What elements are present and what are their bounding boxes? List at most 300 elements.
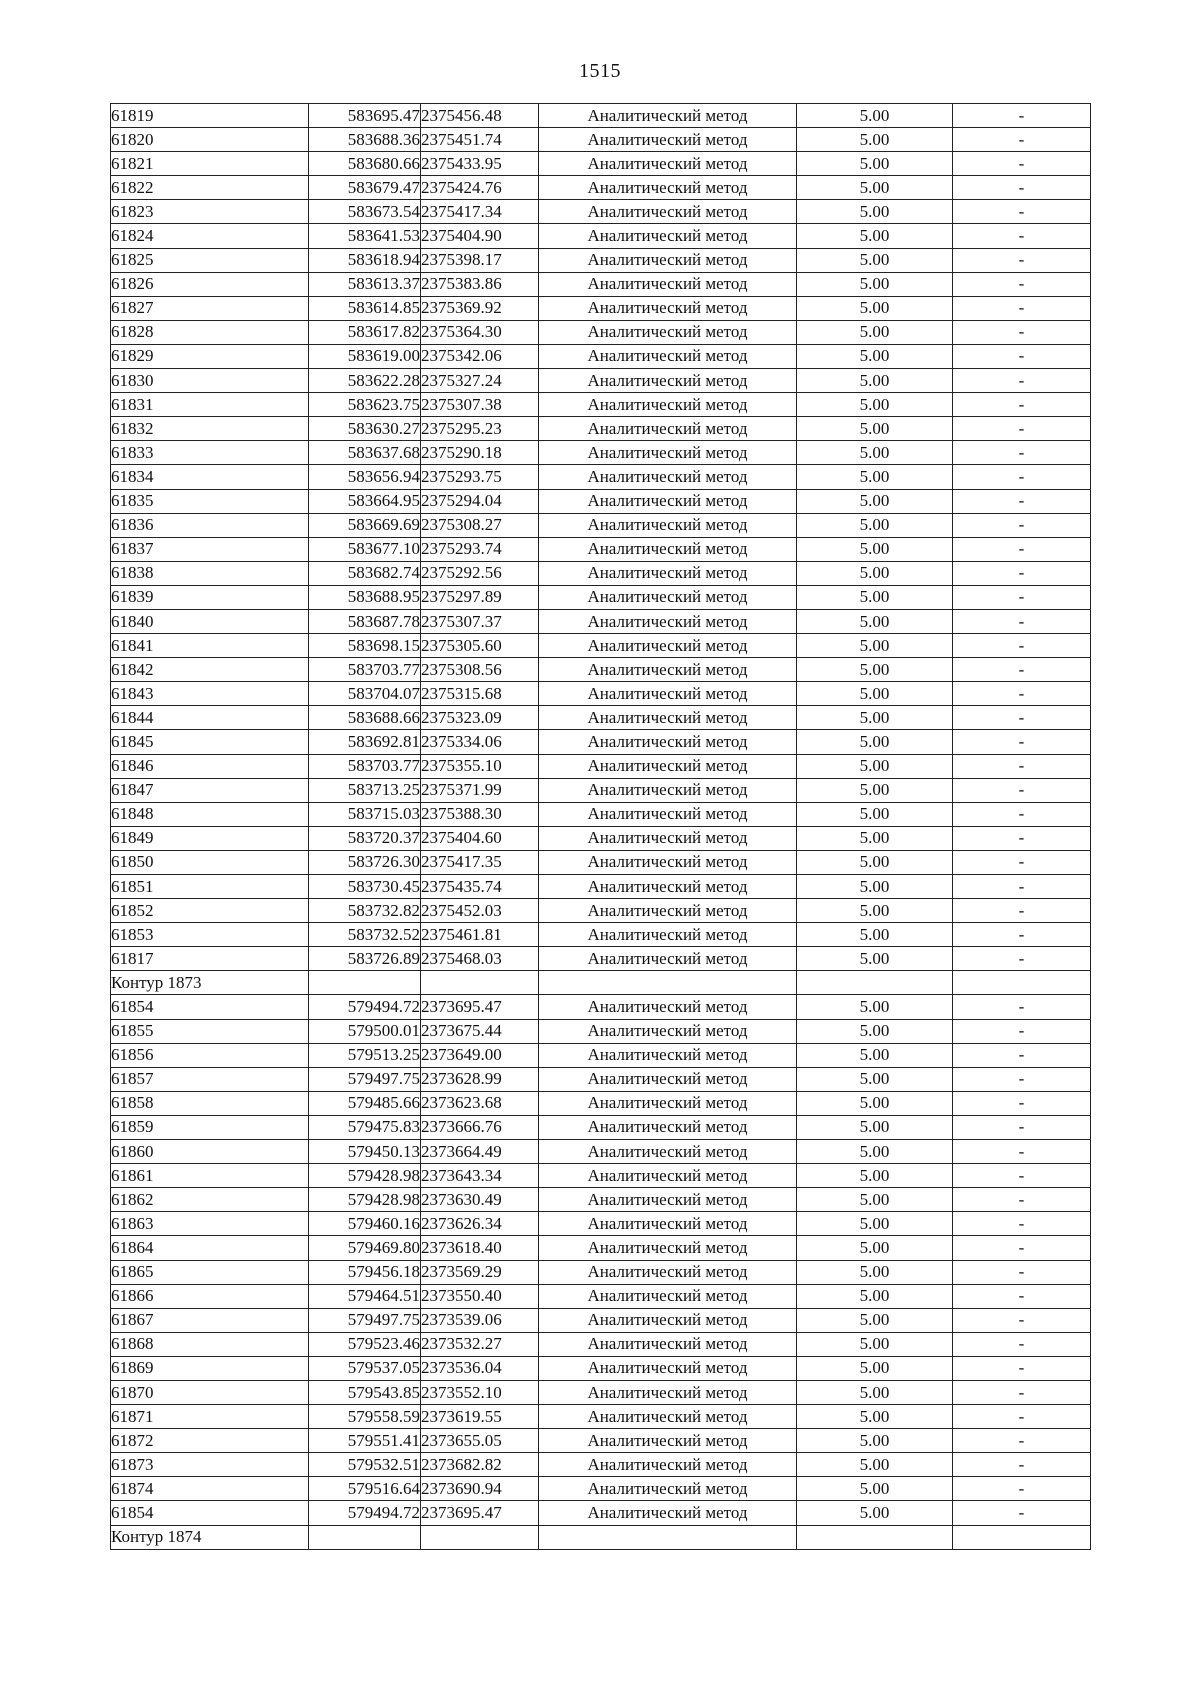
x-coordinate-cell: 579497.75: [309, 1067, 421, 1091]
method-cell: Аналитический метод: [539, 1308, 797, 1332]
table-row: [111, 730, 1091, 754]
point-number-cell: 61835: [111, 489, 309, 513]
note-cell: -: [953, 706, 1091, 730]
y-coordinate-cell: 2375369.92: [421, 296, 539, 320]
method-cell: Аналитический метод: [539, 995, 797, 1019]
table-row: [111, 850, 1091, 874]
method-cell: Аналитический метод: [539, 176, 797, 200]
section-label: Контур 1873: [111, 971, 309, 995]
accuracy-cell: 5.00: [797, 1260, 953, 1284]
method-cell: Аналитический метод: [539, 1212, 797, 1236]
accuracy-cell: 5.00: [797, 417, 953, 441]
x-coordinate-cell: 579494.72: [309, 995, 421, 1019]
note-cell: -: [953, 754, 1091, 778]
y-coordinate-cell: 2373618.40: [421, 1236, 539, 1260]
x-coordinate-cell: 583641.53: [309, 224, 421, 248]
y-coordinate-cell: 2375294.04: [421, 489, 539, 513]
y-coordinate-cell: 2373628.99: [421, 1067, 539, 1091]
y-coordinate-cell: 2375417.35: [421, 850, 539, 874]
x-coordinate-cell: 579450.13: [309, 1140, 421, 1164]
point-number-cell: 61827: [111, 296, 309, 320]
x-coordinate-cell: 583732.82: [309, 899, 421, 923]
note-cell: -: [953, 802, 1091, 826]
table-row: [111, 1501, 1091, 1525]
table-row: [111, 465, 1091, 489]
table-row: [111, 128, 1091, 152]
y-coordinate-cell: 2375293.74: [421, 537, 539, 561]
table-row: [111, 658, 1091, 682]
point-number-cell: 61836: [111, 513, 309, 537]
table-row: [111, 320, 1091, 344]
point-number-cell: 61871: [111, 1405, 309, 1429]
x-coordinate-cell: 579537.05: [309, 1356, 421, 1380]
method-cell: Аналитический метод: [539, 537, 797, 561]
note-cell: -: [953, 320, 1091, 344]
x-coordinate-cell: 583720.37: [309, 826, 421, 850]
note-cell: -: [953, 1380, 1091, 1404]
accuracy-cell: 5.00: [797, 634, 953, 658]
method-cell: Аналитический метод: [539, 1091, 797, 1115]
table-row: [111, 1332, 1091, 1356]
table-row: [111, 561, 1091, 585]
note-cell: -: [953, 296, 1091, 320]
y-coordinate-cell: 2373682.82: [421, 1453, 539, 1477]
method-cell: Аналитический метод: [539, 1115, 797, 1139]
method-cell: Аналитический метод: [539, 1356, 797, 1380]
method-cell: Аналитический метод: [539, 152, 797, 176]
table-row: [111, 1405, 1091, 1429]
section-row: [111, 1525, 1091, 1549]
x-coordinate-cell: 583637.68: [309, 441, 421, 465]
point-number-cell: 61839: [111, 585, 309, 609]
point-number-cell: 61874: [111, 1477, 309, 1501]
y-coordinate-cell: 2375404.60: [421, 826, 539, 850]
note-cell: -: [953, 417, 1091, 441]
accuracy-cell: 5.00: [797, 682, 953, 706]
point-number-cell: 61872: [111, 1429, 309, 1453]
table-row: [111, 1380, 1091, 1404]
table-row: [111, 248, 1091, 272]
accuracy-cell: 5.00: [797, 1115, 953, 1139]
table-row: [111, 778, 1091, 802]
x-coordinate-cell: 583695.47: [309, 104, 421, 128]
empty-cell: [309, 971, 421, 995]
method-cell: Аналитический метод: [539, 1188, 797, 1212]
method-cell: Аналитический метод: [539, 899, 797, 923]
note-cell: -: [953, 176, 1091, 200]
point-number-cell: 61819: [111, 104, 309, 128]
note-cell: -: [953, 465, 1091, 489]
point-number-cell: 61852: [111, 899, 309, 923]
x-coordinate-cell: 583679.47: [309, 176, 421, 200]
x-coordinate-cell: 583673.54: [309, 200, 421, 224]
y-coordinate-cell: 2373623.68: [421, 1091, 539, 1115]
accuracy-cell: 5.00: [797, 1019, 953, 1043]
point-number-cell: 61866: [111, 1284, 309, 1308]
x-coordinate-cell: 579516.64: [309, 1477, 421, 1501]
table-row: [111, 609, 1091, 633]
y-coordinate-cell: 2373630.49: [421, 1188, 539, 1212]
method-cell: Аналитический метод: [539, 1043, 797, 1067]
point-number-cell: 61825: [111, 248, 309, 272]
point-number-cell: 61830: [111, 369, 309, 393]
accuracy-cell: 5.00: [797, 393, 953, 417]
table-row: [111, 1453, 1091, 1477]
table-row: [111, 634, 1091, 658]
note-cell: -: [953, 1453, 1091, 1477]
note-cell: -: [953, 1356, 1091, 1380]
note-cell: -: [953, 128, 1091, 152]
point-number-cell: 61859: [111, 1115, 309, 1139]
note-cell: -: [953, 899, 1091, 923]
table-row: [111, 1091, 1091, 1115]
y-coordinate-cell: 2375292.56: [421, 561, 539, 585]
x-coordinate-cell: 583682.74: [309, 561, 421, 585]
table-row: [111, 1188, 1091, 1212]
table-row: [111, 417, 1091, 441]
y-coordinate-cell: 2375364.30: [421, 320, 539, 344]
accuracy-cell: 5.00: [797, 1091, 953, 1115]
note-cell: -: [953, 537, 1091, 561]
note-cell: -: [953, 1405, 1091, 1429]
method-cell: Аналитический метод: [539, 465, 797, 489]
point-number-cell: 61840: [111, 609, 309, 633]
table-row: [111, 441, 1091, 465]
y-coordinate-cell: 2375417.34: [421, 200, 539, 224]
note-cell: -: [953, 561, 1091, 585]
method-cell: Аналитический метод: [539, 585, 797, 609]
note-cell: -: [953, 224, 1091, 248]
accuracy-cell: 5.00: [797, 875, 953, 899]
empty-cell: [421, 1525, 539, 1549]
accuracy-cell: 5.00: [797, 344, 953, 368]
point-number-cell: 61832: [111, 417, 309, 441]
y-coordinate-cell: 2375461.81: [421, 923, 539, 947]
method-cell: Аналитический метод: [539, 826, 797, 850]
table-row: [111, 1356, 1091, 1380]
accuracy-cell: 5.00: [797, 1140, 953, 1164]
table-row: [111, 875, 1091, 899]
y-coordinate-cell: 2375308.56: [421, 658, 539, 682]
x-coordinate-cell: 583703.77: [309, 754, 421, 778]
x-coordinate-cell: 579532.51: [309, 1453, 421, 1477]
note-cell: -: [953, 778, 1091, 802]
empty-cell: [953, 1525, 1091, 1549]
table-row: [111, 176, 1091, 200]
y-coordinate-cell: 2373552.10: [421, 1380, 539, 1404]
accuracy-cell: 5.00: [797, 1332, 953, 1356]
accuracy-cell: 5.00: [797, 754, 953, 778]
accuracy-cell: 5.00: [797, 200, 953, 224]
x-coordinate-cell: 583613.37: [309, 272, 421, 296]
y-coordinate-cell: 2373695.47: [421, 1501, 539, 1525]
method-cell: Аналитический метод: [539, 730, 797, 754]
note-cell: -: [953, 1019, 1091, 1043]
x-coordinate-cell: 583704.07: [309, 682, 421, 706]
point-number-cell: 61865: [111, 1260, 309, 1284]
point-number-cell: 61862: [111, 1188, 309, 1212]
point-number-cell: 61844: [111, 706, 309, 730]
x-coordinate-cell: 579551.41: [309, 1429, 421, 1453]
y-coordinate-cell: 2375293.75: [421, 465, 539, 489]
x-coordinate-cell: 579513.25: [309, 1043, 421, 1067]
x-coordinate-cell: 579523.46: [309, 1332, 421, 1356]
x-coordinate-cell: 583623.75: [309, 393, 421, 417]
x-coordinate-cell: 579469.80: [309, 1236, 421, 1260]
method-cell: Аналитический метод: [539, 875, 797, 899]
method-cell: Аналитический метод: [539, 1067, 797, 1091]
x-coordinate-cell: 579428.98: [309, 1164, 421, 1188]
x-coordinate-cell: 583669.69: [309, 513, 421, 537]
x-coordinate-cell: 579428.98: [309, 1188, 421, 1212]
method-cell: Аналитический метод: [539, 1380, 797, 1404]
point-number-cell: 61843: [111, 682, 309, 706]
note-cell: -: [953, 1332, 1091, 1356]
table-row: [111, 1284, 1091, 1308]
table-row: [111, 393, 1091, 417]
point-number-cell: 61842: [111, 658, 309, 682]
table-row: [111, 923, 1091, 947]
y-coordinate-cell: 2375404.90: [421, 224, 539, 248]
point-number-cell: 61868: [111, 1332, 309, 1356]
accuracy-cell: 5.00: [797, 1477, 953, 1501]
x-coordinate-cell: 583688.66: [309, 706, 421, 730]
method-cell: Аналитический метод: [539, 778, 797, 802]
y-coordinate-cell: 2375388.30: [421, 802, 539, 826]
method-cell: Аналитический метод: [539, 1164, 797, 1188]
note-cell: -: [953, 1260, 1091, 1284]
note-cell: -: [953, 947, 1091, 971]
table-row: [111, 1019, 1091, 1043]
point-number-cell: 61831: [111, 393, 309, 417]
table-row: [111, 1236, 1091, 1260]
accuracy-cell: 5.00: [797, 489, 953, 513]
x-coordinate-cell: 579485.66: [309, 1091, 421, 1115]
note-cell: -: [953, 1067, 1091, 1091]
table-row: [111, 585, 1091, 609]
method-cell: Аналитический метод: [539, 128, 797, 152]
accuracy-cell: 5.00: [797, 369, 953, 393]
table-row: [111, 947, 1091, 971]
note-cell: -: [953, 489, 1091, 513]
note-cell: -: [953, 272, 1091, 296]
point-number-cell: 61834: [111, 465, 309, 489]
x-coordinate-cell: 579456.18: [309, 1260, 421, 1284]
accuracy-cell: 5.00: [797, 1308, 953, 1332]
note-cell: -: [953, 730, 1091, 754]
x-coordinate-cell: 579543.85: [309, 1380, 421, 1404]
note-cell: -: [953, 875, 1091, 899]
note-cell: -: [953, 1308, 1091, 1332]
y-coordinate-cell: 2375307.37: [421, 609, 539, 633]
accuracy-cell: 5.00: [797, 128, 953, 152]
accuracy-cell: 5.00: [797, 1429, 953, 1453]
accuracy-cell: 5.00: [797, 1164, 953, 1188]
method-cell: Аналитический метод: [539, 658, 797, 682]
y-coordinate-cell: 2375398.17: [421, 248, 539, 272]
accuracy-cell: 5.00: [797, 1043, 953, 1067]
point-number-cell: 61861: [111, 1164, 309, 1188]
method-cell: Аналитический метод: [539, 224, 797, 248]
x-coordinate-cell: 583677.10: [309, 537, 421, 561]
point-number-cell: 61870: [111, 1380, 309, 1404]
accuracy-cell: 5.00: [797, 1453, 953, 1477]
method-cell: Аналитический метод: [539, 561, 797, 585]
point-number-cell: 61860: [111, 1140, 309, 1164]
method-cell: Аналитический метод: [539, 754, 797, 778]
table-row: [111, 537, 1091, 561]
table-row: [111, 104, 1091, 128]
table-row: [111, 1212, 1091, 1236]
method-cell: Аналитический метод: [539, 1284, 797, 1308]
accuracy-cell: 5.00: [797, 899, 953, 923]
x-coordinate-cell: 583622.28: [309, 369, 421, 393]
point-number-cell: 61829: [111, 344, 309, 368]
table-row: [111, 1429, 1091, 1453]
note-cell: -: [953, 826, 1091, 850]
x-coordinate-cell: 583614.85: [309, 296, 421, 320]
accuracy-cell: 5.00: [797, 585, 953, 609]
y-coordinate-cell: 2373550.40: [421, 1284, 539, 1308]
table-row: [111, 995, 1091, 1019]
accuracy-cell: 5.00: [797, 272, 953, 296]
y-coordinate-cell: 2373690.94: [421, 1477, 539, 1501]
note-cell: -: [953, 513, 1091, 537]
empty-cell: [421, 971, 539, 995]
accuracy-cell: 5.00: [797, 1067, 953, 1091]
empty-cell: [797, 1525, 953, 1549]
y-coordinate-cell: 2375371.99: [421, 778, 539, 802]
note-cell: -: [953, 1429, 1091, 1453]
x-coordinate-cell: 583630.27: [309, 417, 421, 441]
note-cell: -: [953, 923, 1091, 947]
y-coordinate-cell: 2375355.10: [421, 754, 539, 778]
method-cell: Аналитический метод: [539, 513, 797, 537]
accuracy-cell: 5.00: [797, 296, 953, 320]
table-row: [111, 1164, 1091, 1188]
y-coordinate-cell: 2375383.86: [421, 272, 539, 296]
method-cell: Аналитический метод: [539, 1260, 797, 1284]
note-cell: -: [953, 585, 1091, 609]
table-row: [111, 1115, 1091, 1139]
x-coordinate-cell: 583713.25: [309, 778, 421, 802]
accuracy-cell: 5.00: [797, 537, 953, 561]
method-cell: Аналитический метод: [539, 634, 797, 658]
y-coordinate-cell: 2375452.03: [421, 899, 539, 923]
table-row: [111, 200, 1091, 224]
note-cell: -: [953, 104, 1091, 128]
table-row: [111, 1308, 1091, 1332]
method-cell: Аналитический метод: [539, 296, 797, 320]
method-cell: Аналитический метод: [539, 1429, 797, 1453]
accuracy-cell: 5.00: [797, 658, 953, 682]
y-coordinate-cell: 2375307.38: [421, 393, 539, 417]
note-cell: -: [953, 682, 1091, 706]
note-cell: -: [953, 995, 1091, 1019]
point-number-cell: 61845: [111, 730, 309, 754]
y-coordinate-cell: 2375290.18: [421, 441, 539, 465]
x-coordinate-cell: 579500.01: [309, 1019, 421, 1043]
method-cell: Аналитический метод: [539, 1453, 797, 1477]
table-row: [111, 296, 1091, 320]
y-coordinate-cell: 2375424.76: [421, 176, 539, 200]
accuracy-cell: 5.00: [797, 730, 953, 754]
accuracy-cell: 5.00: [797, 850, 953, 874]
table-row: [111, 1477, 1091, 1501]
x-coordinate-cell: 583618.94: [309, 248, 421, 272]
table-row: [111, 826, 1091, 850]
y-coordinate-cell: 2373532.27: [421, 1332, 539, 1356]
table-row: [111, 682, 1091, 706]
method-cell: Аналитический метод: [539, 947, 797, 971]
x-coordinate-cell: 583726.89: [309, 947, 421, 971]
point-number-cell: 61857: [111, 1067, 309, 1091]
note-cell: -: [953, 1212, 1091, 1236]
x-coordinate-cell: 579494.72: [309, 1501, 421, 1525]
method-cell: Аналитический метод: [539, 1501, 797, 1525]
table-row: [111, 513, 1091, 537]
note-cell: -: [953, 1140, 1091, 1164]
method-cell: Аналитический метод: [539, 248, 797, 272]
x-coordinate-cell: 583617.82: [309, 320, 421, 344]
table-row: [111, 899, 1091, 923]
x-coordinate-cell: 583703.77: [309, 658, 421, 682]
point-number-cell: 61856: [111, 1043, 309, 1067]
point-number-cell: 61867: [111, 1308, 309, 1332]
accuracy-cell: 5.00: [797, 561, 953, 585]
point-number-cell: 61823: [111, 200, 309, 224]
x-coordinate-cell: 583656.94: [309, 465, 421, 489]
method-cell: Аналитический метод: [539, 802, 797, 826]
method-cell: Аналитический метод: [539, 609, 797, 633]
y-coordinate-cell: 2375433.95: [421, 152, 539, 176]
y-coordinate-cell: 2375315.68: [421, 682, 539, 706]
point-number-cell: 61854: [111, 995, 309, 1019]
note-cell: -: [953, 609, 1091, 633]
point-number-cell: 61833: [111, 441, 309, 465]
point-number-cell: 61817: [111, 947, 309, 971]
accuracy-cell: 5.00: [797, 1188, 953, 1212]
point-number-cell: 61822: [111, 176, 309, 200]
y-coordinate-cell: 2375297.89: [421, 585, 539, 609]
y-coordinate-cell: 2375435.74: [421, 875, 539, 899]
note-cell: -: [953, 369, 1091, 393]
accuracy-cell: 5.00: [797, 176, 953, 200]
method-cell: Аналитический метод: [539, 1332, 797, 1356]
method-cell: Аналитический метод: [539, 682, 797, 706]
y-coordinate-cell: 2375456.48: [421, 104, 539, 128]
x-coordinate-cell: 579460.16: [309, 1212, 421, 1236]
accuracy-cell: 5.00: [797, 1405, 953, 1429]
note-cell: -: [953, 850, 1091, 874]
accuracy-cell: 5.00: [797, 441, 953, 465]
point-number-cell: 61846: [111, 754, 309, 778]
x-coordinate-cell: 583715.03: [309, 802, 421, 826]
empty-cell: [539, 1525, 797, 1549]
empty-cell: [797, 971, 953, 995]
table-row: [111, 1043, 1091, 1067]
y-coordinate-cell: 2373619.55: [421, 1405, 539, 1429]
table-row: [111, 152, 1091, 176]
note-cell: -: [953, 1284, 1091, 1308]
accuracy-cell: 5.00: [797, 152, 953, 176]
table-row: [111, 1067, 1091, 1091]
note-cell: -: [953, 1164, 1091, 1188]
x-coordinate-cell: 579497.75: [309, 1308, 421, 1332]
point-number-cell: 61853: [111, 923, 309, 947]
accuracy-cell: 5.00: [797, 1380, 953, 1404]
coordinates-table-body: [111, 104, 1091, 1550]
